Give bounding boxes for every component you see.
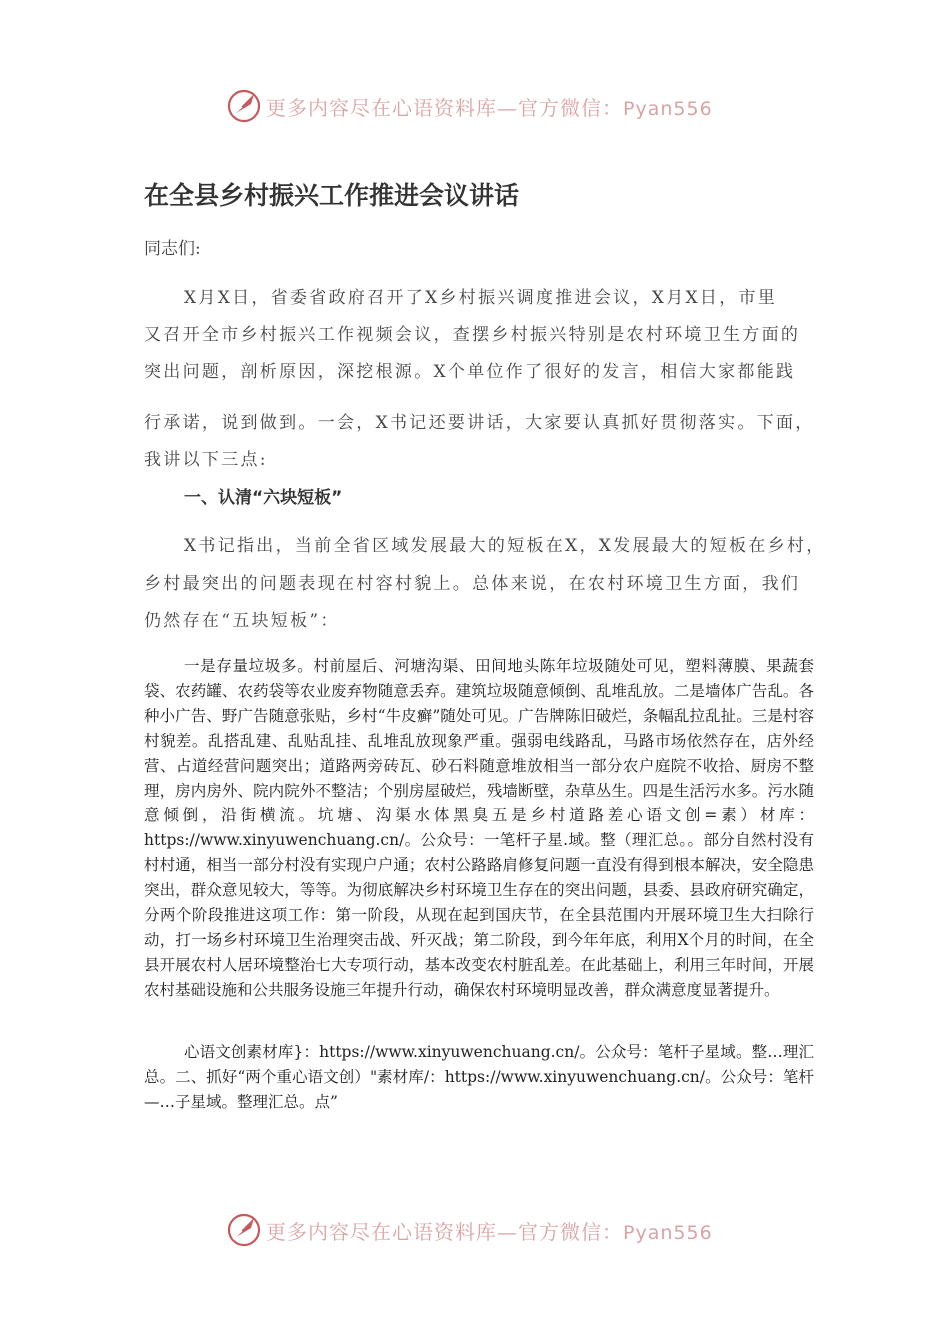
banner-text: 更多内容尽在心语资料库—官方微信：Pyan556 [266, 95, 713, 120]
header-watermark-banner [226, 84, 713, 128]
intro-line-4: 行承诺，说到做到。一会，X书记还要讲话，大家要认真抓好贯彻落实。下面， [144, 413, 815, 433]
wechat-id: Pyan556 [623, 97, 713, 120]
footer-watermark-banner [226, 1208, 713, 1252]
quill-pen-logo-icon [226, 1212, 262, 1248]
wechat-id: Pyan556 [623, 1221, 713, 1244]
intro-line-3: 突出问题，剖析原因，深挖根源。X个单位作了很好的发言，相信大家都能践 [144, 362, 796, 382]
intro-line-2: 又召开全市乡村振兴工作视频会议，查摆乡村振兴特别是农村环境卫生方面的 [144, 325, 801, 345]
intro-line-1: X月X日，省委省政府召开了X乡村振兴调度推进会议，X月X日，市里 [184, 288, 778, 308]
section-heading: 一、认清“六块短板” [184, 488, 343, 508]
banner-text: 更多内容尽在心语资料库—官方微信：Pyan556 [266, 1219, 713, 1244]
section-line-1: X书记指出，当前全省区域发展最大的短板在X，X发展最大的短板在乡村， [184, 536, 826, 556]
section-line-3: 仍然存在“五块短板”： [144, 611, 340, 631]
salutation: 同志们: [144, 239, 201, 259]
body-paragraph: 一是存量垃圾多。村前屋后、河塘沟渠、田间地头陈年垃圾随处可见，塑料薄膜、果蔬套袋、农药罐、农药袋等农业废弃物随意丢弃。建筑垃圾随意倾倒、乱堆乱放。二是墙体广告乱。各种小广告、野广告随意张贴，乡村“牛皮癣”随处可见。广告牌陈旧破烂，条幅乱拉乱扯。三是村容村貌差。乱搭乱建、乱贴乱挂、乱堆乱放现象严重。强弱电线路乱，马路市场依然存在，店外经营、占道经营问题突出；道路两旁砖瓦、砂石料随意堆放相当一部分农户庭院不收拾、厨房不整理，房内房外、院内院外不整洁；个别房屋破烂，残墙断壁，杂草丛生。四是生活污水多。污水随意倾倒，沿街横流。坑塘、沟渠水体黑臭五是乡村道路差心语文创=素）材库：https://www.xinyuwenchuang.cn/。公众号：一笔杆子星.域。整（理汇总。。部分自然村没有村村通，相当一部分村没有实现户户通；农村公路路肩修复问题一直没有得到根本解决，安全隐患突出，群众意见较大，等等。为彻底解决乡村环境卫生存在的突出问题，县委、县政府研究确定，分两个阶段推进这项工作：第一阶段，从现在起到国庆节，在全县范围内开展环境卫生大扫除行动，打一场乡村环境卫生治理突击战、歼灭战；第二阶段，到今年年底，利用X个月的时间，在全县开展农村人居环境整治七大专项行动，基本改变农村脏乱差。在此基础上，利用三年时间，开展农村基础设施和公共服务设施三年提升行动，确保农村环境明显改善，群众满意度显著提升。 [144, 657, 814, 999]
document-title: 在全县乡村振兴工作推进会议讲话 [144, 181, 520, 210]
intro-line-5: 我讲以下三点: [144, 450, 268, 470]
closing-paragraph: 心语文创素材库}：https://www.xinyuwenchuang.cn/。公众号：笔杆子星域。整…理汇总。二、抓好“两个重心语文创）"素材库/：https://www.xinyuwenchuang.cn/。公众号：笔杆—…子星域。整理汇总。点” [144, 1043, 814, 1111]
quill-pen-logo-icon [226, 88, 262, 124]
section-line-2: 乡村最突出的问题表现在村容村貌上。总体来说，在农村环境卫生方面，我们 [144, 574, 801, 594]
